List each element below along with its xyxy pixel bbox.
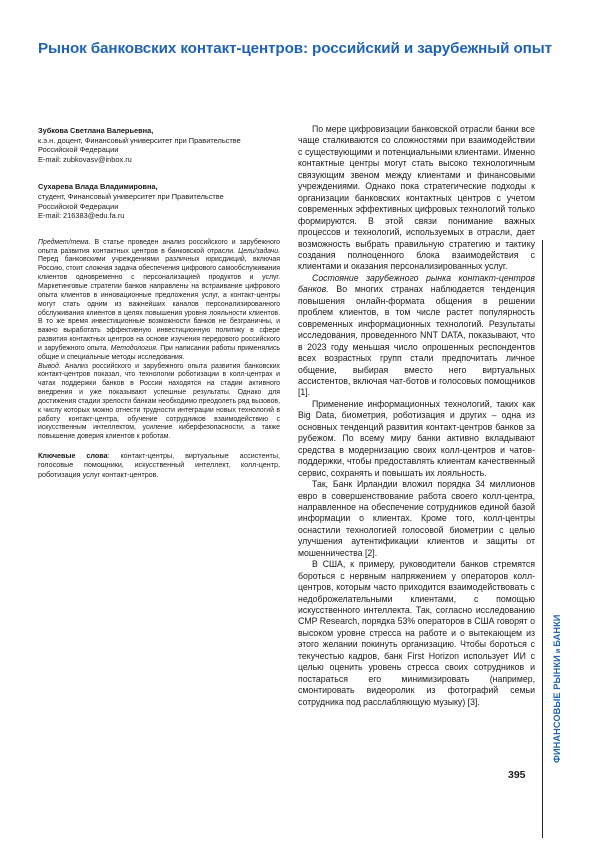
page-number: 395 bbox=[508, 769, 526, 781]
abstract-conclusion-text: Анализ российского и зарубежного опыта развития банковских контакт-центров показал, что технологии роботизации в колл-центрах и чатах поддержки банков в России находятся на стадии активного внедрения и уже показывают успешные результаты. Однако для достижения стадии зрелости банкам необходимо преодолеть ряд вызовов, к числу которых можно отнести трудности интеграции новых технологий в работу контакт-центра, обучение сотрудников взаимодействию с искусственным интеллектом, усиление киберфезопасности, а также повышение доверия клиентов к роботам. bbox=[38, 362, 280, 441]
body-paragraph-1: По мере цифровизации банковской отрасли банки все чаще сталкиваются со сложностями при взаимодействии с существующими и потенциальными клиентами. Именно контактные центры могут стать высоко технологичным связующим звеном между клиентами и финансовыми учреждениями. Однако пока стратегические подходы к организации банковских контактных центров с учетом современных эффективных цифровых технологий только формируются. В этой связи понимание важных процессов и технологий, используемых в отрасли, дает возможность выбрать правильную стратегию и тактику создания полноценного блока взаимодействия с клиентами и оказания персонализированных услуг. bbox=[298, 124, 535, 272]
author-affiliation: к.э.н. доцент, Финансовый университет при Правительстве bbox=[38, 135, 241, 145]
author-block-1 bbox=[38, 126, 280, 164]
abstract-conclusion bbox=[38, 363, 280, 443]
author-affiliation: студент, Финансовый университет при Правительстве bbox=[38, 191, 224, 201]
left-column bbox=[38, 126, 280, 479]
author-affiliation-country: Российской Федерации bbox=[38, 145, 119, 155]
abstract-subject-text: В статье проведен анализ российского и зарубежного опыта развития контактных центров в банковской отрасли. bbox=[38, 238, 280, 255]
author-email: E-mail: 216383@edu.fa.ru bbox=[38, 211, 125, 221]
abstract-goals-label: Цели/задачи. bbox=[238, 247, 280, 255]
article-title: Рынок банковских контакт-центров: российский и зарубежный опыт bbox=[38, 40, 552, 57]
author-email: E-mail: zubkovasv@inbox.ru bbox=[38, 154, 132, 164]
body-paragraph-2-text: Во многих странах наблюдается тенденция повышения онлайн-формата общения в решении проблем клиентов, в том числе растет популярность современных информационных технологий. Результаты исследования, проведенного NNT DATA, показывают, что в 2023 году меньшая число опрошенных респондентов всех возрастных групп стали предпочитать личное общение, выбирая вместо него виртуальных ассистентов, включая чат-ботов и голосовых помощников [1]. bbox=[298, 284, 535, 398]
body-paragraph-3: Применение информационных технологий, таких как Big Data, биометрия, роботизация и других – одна из основных тенденций развития контакт-центров банков за рубежом. По всему миру банки активно вкладывают средства в модернизацию своих колл-центров и чатов-поддержки, чтобы предоставлять клиентам качественный сервис, сохранять и повышать их лояльность. bbox=[298, 398, 535, 478]
author-name: Зубкова Светлана Валерьевна, bbox=[38, 126, 154, 135]
sidebar-rule bbox=[542, 240, 543, 838]
body-paragraph-5: В США, к примеру, руководители банков стремятся бороться с нервным напряжением у операторов колл-центров, которым часто приходится взаимодействовать с недоброжелательными клиентами, с помощью искусственного интеллекта. Так, согласно исследованию CMP Research, порядка 53% операторов в США говорят о высоком уровне стресса на работе и о вытекающем из этого желании покинуть организацию. Чтобы бороться с текучестью кадров, банк First Horizon использует ИИ с целью оценить уровень стресса своих сотрудников и постараться его минимизировать (например, смонтировать видеоролик из фотографий семьи сотрудника под расслабляющую музыку) [3]. bbox=[298, 559, 535, 707]
keywords-label: Ключевые слова bbox=[38, 451, 108, 461]
keywords bbox=[38, 451, 280, 479]
abstract-methods-text: При написании работы применялись общие и специальные методы исследования. bbox=[38, 344, 280, 361]
running-head-part-1: ФИНАНСОВЫЕ РЫНКИ bbox=[552, 655, 562, 763]
body-paragraph-2 bbox=[298, 273, 535, 399]
author-affiliation-country: Российской Федерации bbox=[38, 201, 119, 211]
keywords-text: : контакт-центры, виртуальные ассистенты, голосовые помощники, искусственный интеллект, колл-центр, роботизация услуг контакт-центров. bbox=[38, 451, 281, 479]
abstract-goals-text: Перед банковскими учреждениями различных юрисдикций, включая Россию, стоит сложная задача обеспечения цифрового самообслуживания клиентов одновременно с персонализацией продуктов и услуг. Маркетинговые стратегии банков направлены на встраивание цифрового опыта клиентов в инновационные предложения услуг, а контакт-центры могут стать одним из важнейших каналов персонализированного обслуживания клиентов в целях повышения уровня лояльности клиентов. В то же время инвестиционные возможности банков не безграничны, и важно выработать эффективную инвестиционную политику в сфере развития контактных центров на основе изучения передового российского и зарубежного опыта. bbox=[38, 256, 280, 352]
abstract-subject-label: Предмет/тема. bbox=[38, 238, 91, 246]
section-running-head bbox=[552, 614, 562, 763]
abstract bbox=[38, 239, 280, 442]
author-name: Сухарева Влада Владимировна, bbox=[38, 182, 158, 192]
body-paragraph-4: Так, Банк Ирландии вложил порядка 34 миллионов евро в совершенствование работа своего колл-центра, направленное на обеспечение сотрудников единой базой информации о клиентах. Кроме того, колл-центры оснастили технологией голосовой биометрии с целью улучшения аутентификации клиентов и защиты от мошенничества [2]. bbox=[298, 479, 535, 558]
running-head-part-2: и bbox=[555, 646, 562, 656]
abstract-methods-label: Методология. bbox=[110, 344, 158, 352]
abstract-conclusion-label: Вывод. bbox=[38, 362, 61, 370]
abstract-text bbox=[38, 239, 280, 363]
body-column bbox=[298, 124, 535, 708]
section-heading-italic: Состояние зарубежного рынка контакт-центров банков. bbox=[298, 272, 535, 295]
author-block-2 bbox=[38, 182, 280, 220]
running-head-part-3: БАНКИ bbox=[552, 614, 562, 647]
